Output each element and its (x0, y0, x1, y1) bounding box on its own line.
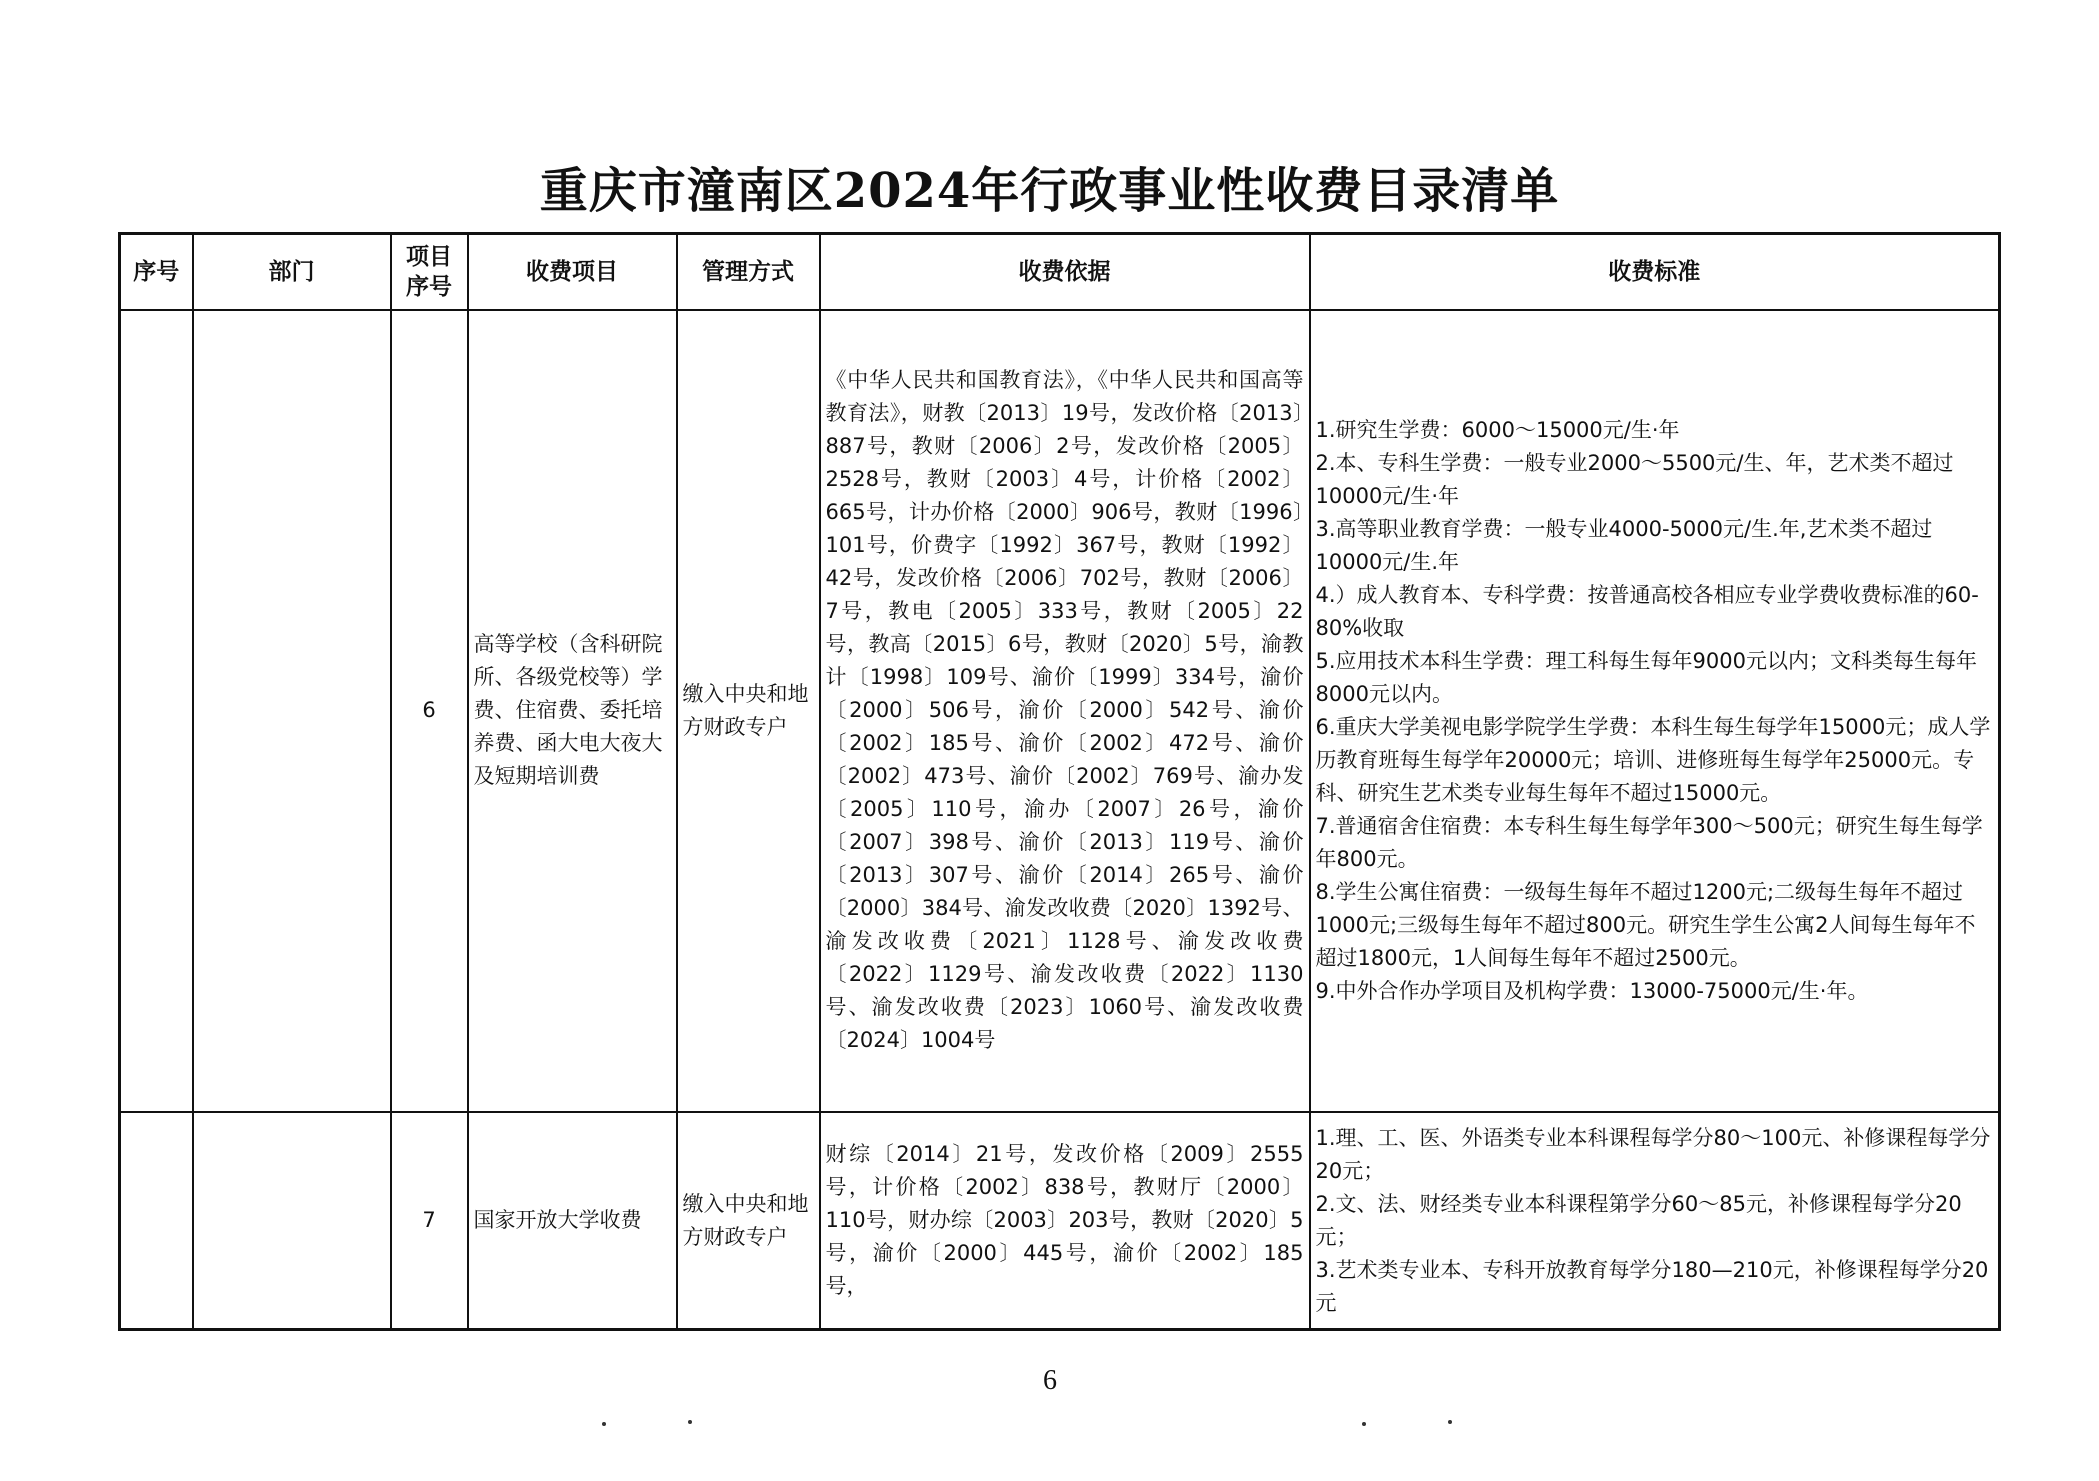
header-basis: 收费依据 (820, 234, 1310, 310)
row-standard (1310, 1112, 2000, 1329)
table-row (120, 310, 2000, 1113)
row-seq (120, 1112, 193, 1329)
standard-line: 6.重庆大学美视电影学院学生学费：本科生每生每学年15000元；成人学历教育班每生每学年20000元；培训、进修班每生每学年25000元。专科、研究生艺术类专业每生每年不超过15000元。 (1315, 714, 1991, 805)
row-mgmt: 缴入中央和地方财政专户 (677, 310, 820, 1113)
row-item: 高等学校（含科研院所、各级党校等）学费、住宿费、委托培养费、函大电大夜大及短期培训费 (468, 310, 677, 1113)
standard-line: 1.研究生学费：6000～15000元/生·年 (1315, 417, 1680, 442)
page-title: 重庆市潼南区2024年行政事业性收费目录清单 (539, 163, 1560, 219)
standard-line: 8.学生公寓住宿费：一级每生每年不超过1200元;二级每生每年不超过1000元;三级每生每年不超过800元。研究生学生公寓2人间每生每年不超过1800元，1人间每生每年不超过2500元。 (1315, 879, 1976, 970)
header-item: 收费项目 (468, 234, 677, 310)
row-basis: 财综〔2014〕21号，发改价格〔2009〕2555号，计价格〔2002〕838号，教财厅〔2000〕110号，财办综〔2003〕203号，教财〔2020〕5号，渝价〔2000〕445号，渝价〔2002〕185号， (820, 1112, 1310, 1329)
standard-line: 2.本、专科生学费：一般专业2000～5500元/生、年，艺术类不超过10000元/生·年 (1315, 450, 1954, 508)
row-seq (120, 310, 193, 1113)
standard-line: 1.理、工、医、外语类专业本科课程每学分80～100元、补修课程每学分20元； (1315, 1125, 1991, 1183)
header-item-num: 项目序号 (391, 234, 468, 310)
table-row (120, 1112, 2000, 1329)
header-seq: 序号 (120, 234, 193, 310)
fee-table (118, 232, 2001, 1331)
standard-line: 2.文、法、财经类专业本科课程第学分60～85元，补修课程每学分20元； (1315, 1191, 1962, 1249)
row-item-num: 6 (391, 310, 468, 1113)
row-standard (1310, 310, 2000, 1113)
header-mgmt: 管理方式 (677, 234, 820, 310)
header-dept: 部门 (193, 234, 391, 310)
row-mgmt: 缴入中央和地方财政专户 (677, 1112, 820, 1329)
standard-line: 7.普通宿舍住宿费：本专科生每生每学年300～500元；研究生每生每学年800元。 (1315, 813, 1983, 871)
table-header-row (120, 234, 2000, 310)
row-item: 国家开放大学收费 (468, 1112, 677, 1329)
page-number: 6 (1043, 1365, 1057, 1396)
row-dept (193, 1112, 391, 1329)
standard-line: 4.）成人教育本、专科学费：按普通高校各相应专业学费收费标准的60-80%收取 (1315, 582, 1979, 640)
row-basis: 《中华人民共和国教育法》，《中华人民共和国高等教育法》，财教〔2013〕19号，发改价格〔2013〕887号，教财〔2006〕2号，发改价格〔2005〕2528号，教财〔2003〕4号，计价格〔2002〕665号，计办价格〔2000〕906号，教财〔1996〕101号，价费字〔1992〕367号，教财〔1992〕42号，发改价格〔2006〕702号，教财〔2006〕7号，教电〔2005〕333号，教财〔2005〕22号，教高〔2015〕6号，教财〔2020〕5号，渝教计〔1998〕109号、渝价〔1999〕334号，渝价〔2000〕506号，渝价〔2000〕542号、渝价〔2002〕185号、渝价〔2002〕472号、渝价〔2002〕473号、渝价〔2002〕769号、渝办发〔2005〕110号，渝办〔2007〕26号，渝价〔2007〕398号、渝价〔2013〕119号、渝价〔2013〕307号、渝价〔2014〕265号、渝价〔2000〕384号、渝发改收费〔2020〕1392号、渝发改收费〔2021〕1128号、渝发改收费〔2022〕1129号、渝发改收费〔2022〕1130号、渝发改收费〔2023〕1060号、渝发改收费〔2024〕1004号 (820, 310, 1310, 1113)
scan-speck (602, 1422, 606, 1426)
scan-speck (1448, 1420, 1452, 1424)
standard-line: 9.中外合作办学项目及机构学费：13000-75000元/生·年。 (1315, 978, 1869, 1003)
scan-speck (1362, 1422, 1366, 1426)
row-item-num: 7 (391, 1112, 468, 1329)
standard-line: 3.高等职业教育学费：一般专业4000-5000元/生.年,艺术类不超过10000元/生.年 (1315, 516, 1933, 574)
row-dept (193, 310, 391, 1113)
standard-line: 5.应用技术本科生学费：理工科每生每年9000元以内；文科类每生每年8000元以内。 (1315, 648, 1977, 706)
standard-line: 3.艺术类专业本、专科开放教育每学分180—210元，补修课程每学分20元 (1315, 1257, 1989, 1315)
scan-speck (688, 1420, 692, 1424)
header-standard: 收费标准 (1310, 234, 2000, 310)
